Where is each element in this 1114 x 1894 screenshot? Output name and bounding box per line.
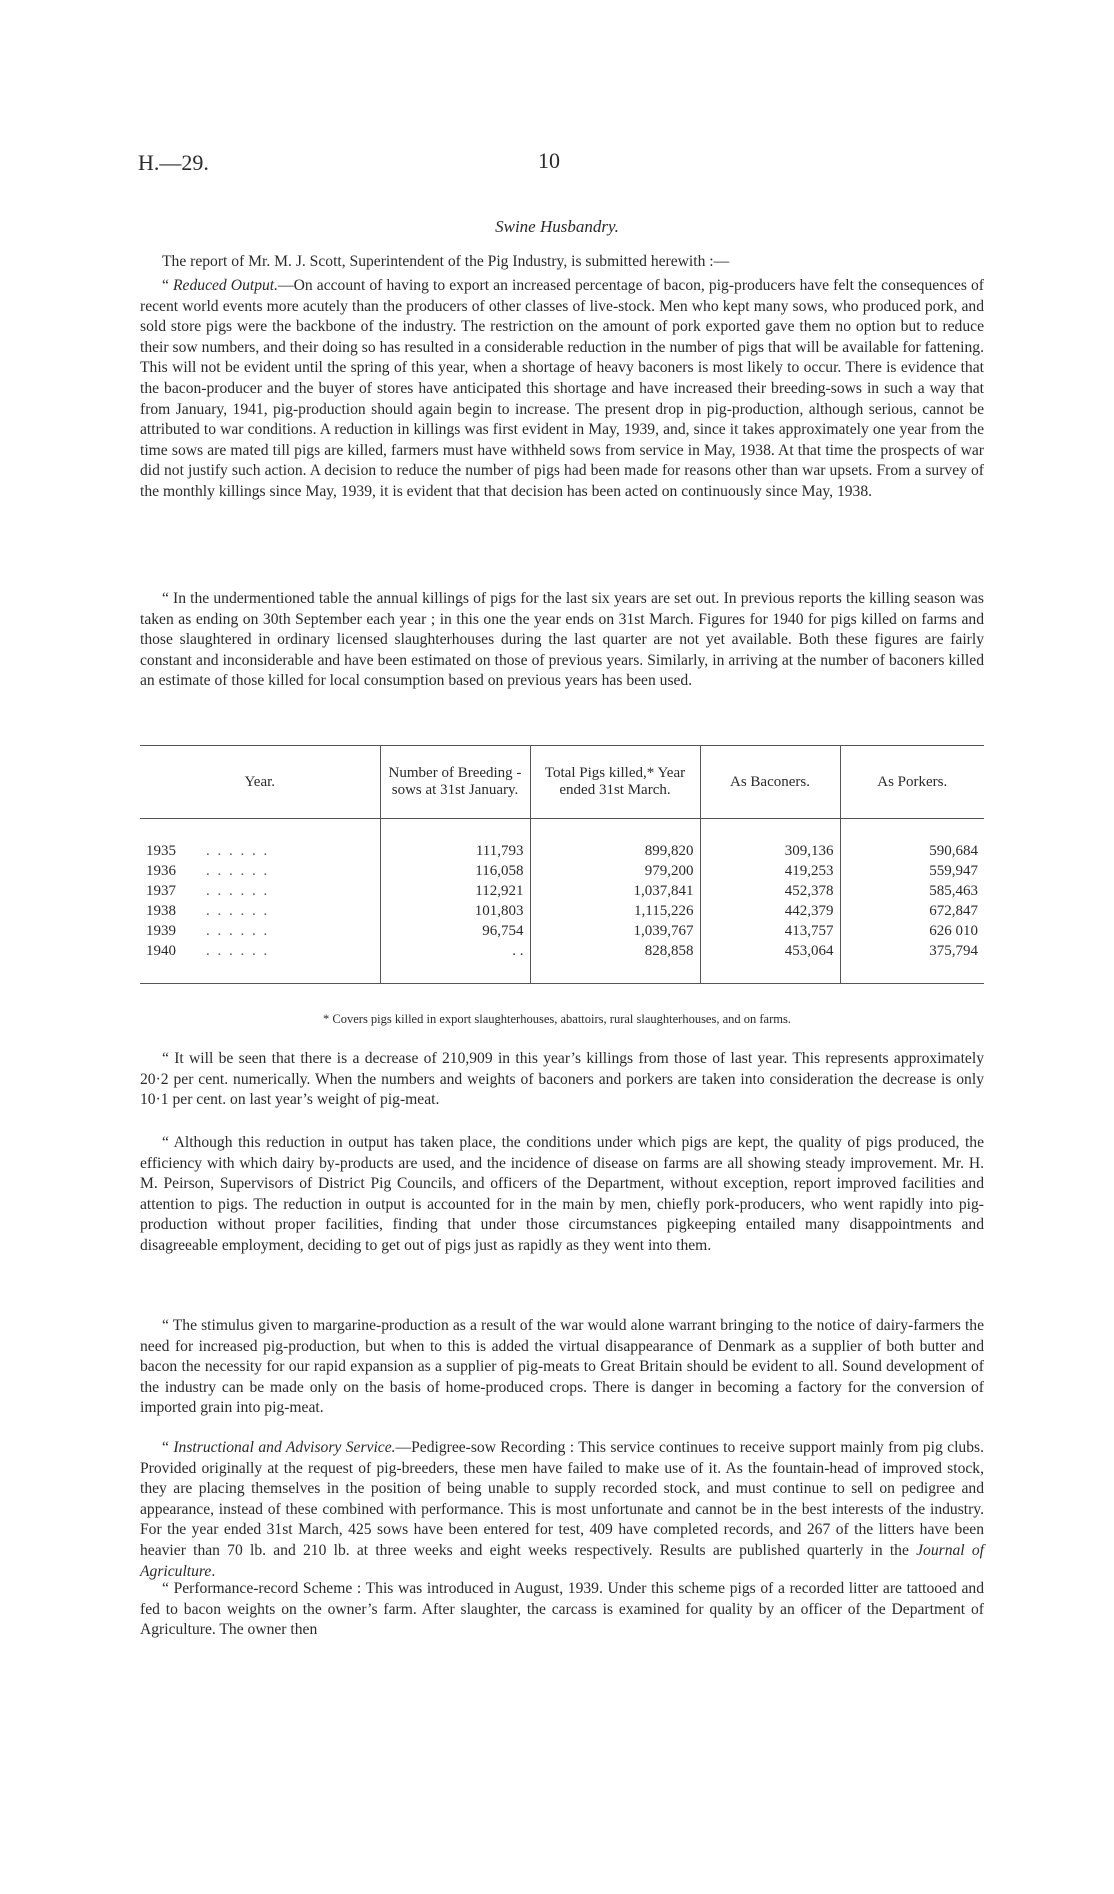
sows-cell: 116,058 <box>380 861 530 881</box>
baconers-cell: 442,379 <box>700 901 840 921</box>
table-row <box>140 901 984 921</box>
total-cell: 1,039,767 <box>530 921 700 941</box>
table-intro-paragraph: “ In the undermentioned table the annual killings of pigs for the last six years are set out. In previous reports the killing season was taken as ending on 30th September each year ; in this one the year ends on 31st March. Figures for 1940 for pigs killed on farms and those slaughtered in ordinary licensed slaughterhouses during the last quarter are not yet available. Both these figures are fairly constant and inconsiderable and have been estimated on those of previous years. Similarly, in arriving at the number of baconers killed an estimate of those killed for local consumption based on previous years has been used. <box>140 590 984 690</box>
baconers-cell: 309,136 <box>700 819 840 862</box>
header-porkers: As Porkers. <box>840 746 984 819</box>
total-cell: 828,858 <box>530 941 700 984</box>
header-breeding-sows: Number of Breeding - sows at 31st January. <box>380 746 530 819</box>
reduced-output-text: —On account of having to export an increased percentage of bacon, pig-producers have felt the consequences of recent world events more acutely than the producers of other classes of live-stock. Men who kept many sows, who produced pork, and sold store pigs were the backbone of the industry. The restriction on the amount of pork exported gave them no option but to reduce their sow numbers, and their doing so has resulted in a considerable reduction in the number of pigs that will be available for fattening. This will not be evident until the spring of this year, when a shortage of heavy baconers is most likely to occur. There is evidence that the bacon-producer and the buyer of stores have anticipated this shortage and have increased their breeding-sows in such a way that from January, 1941, pig-production should again begin to increase. The present drop in pig-production, although serious, cannot be attributed to war conditions. A reduction in killings was first evident in May, 1939, and, since it takes approximately one year from the time sows are mated till pigs are killed, farmers must have withheld sows from service in May, 1938. At that time the prospects of war did not justify such action. A decision to reduce the number of pigs had been made for reasons other than war upsets. From a survey of the monthly killings since May, 1939, it is evident that that decision has been acted on continuously since May, 1938. <box>140 277 984 500</box>
sows-cell: 96,754 <box>380 921 530 941</box>
porkers-cell: 375,794 <box>840 941 984 984</box>
sows-cell: 111,793 <box>380 819 530 862</box>
stimulus-paragraph: “ The stimulus given to margarine-production as a result of the war would alone warrant bringing to the notice of dairy-farmers the need for increased pig-production, but when to this is added the virtual disappearance of Denmark as a supplier of both butter and bacon the necessity for our rapid expansion as a supplier of pig-meats to Great Britain should be evident to all. Sound development of the industry can be made only on the basis of home-produced crops. There is danger in becoming a factory for the conversion of imported grain into pig-meat. <box>140 1317 984 1417</box>
instructional-paragraph: “ Instructional and Advisory Service.—Pedigree-sow Recording : This service continues to receive support mainly from pig clubs. Provided originally at the request of pig-breeders, these men have failed to make use of it. As the fountain-head of improved stock, they are placing themselves in the position of being unable to supply recorded stock, and must continue to sell on pedigree and appearance, instead of these combined with performance. This is most unfortunate and cannot be in the best interests of the industry. For the year ended 31st March, 425 sows have been entered for test, 409 have completed records, and 267 of the litters have been heavier than 70 lb. and 210 lb. at three weeks and eight weeks respectively. Results are published quarterly in the Journal of Agriculture. <box>140 1439 984 1580</box>
sows-cell: 112,921 <box>380 881 530 901</box>
porkers-cell: 672,847 <box>840 901 984 921</box>
document-id: H.—29. <box>138 150 209 175</box>
section-title: Swine Husbandry. <box>495 217 619 236</box>
table-footnote: * Covers pigs killed in export slaughterhouses, abattoirs, rural slaughterhouses, and on farms. <box>323 1012 791 1026</box>
table-row <box>140 881 984 901</box>
sows-cell: . . <box>380 941 530 984</box>
instructional-text-b: . <box>211 1562 216 1580</box>
total-cell: 1,115,226 <box>530 901 700 921</box>
table-row <box>140 941 984 984</box>
table-header-row <box>140 746 984 819</box>
porkers-cell: 626 010 <box>840 921 984 941</box>
baconers-cell: 419,253 <box>700 861 840 881</box>
baconers-cell: 413,757 <box>700 921 840 941</box>
total-cell: 899,820 <box>530 819 700 862</box>
page-number: 10 <box>538 148 560 173</box>
porkers-cell: 585,463 <box>840 881 984 901</box>
table-row <box>140 921 984 941</box>
year-cell: 1938 . . . . . . <box>146 903 270 919</box>
performance-paragraph: “ Performance-record Scheme : This was introduced in August, 1939. Under this scheme pigs of a recorded litter are tattooed and fed to bacon weights on the owner’s farm. After slaughter, the carcass is examined for quality by an officer of the Department of Agriculture. The owner then <box>140 1580 984 1639</box>
year-cell: 1940 . . . . . . <box>146 943 270 959</box>
decrease-paragraph: “ It will be seen that there is a decrease of 210,909 in this year’s killings from those of last year. This represents approximately 20·2 per cent. numerically. When the numbers and weights of baconers and porkers are taken into consideration the decrease is only 10·1 per cent. on last year’s weight of pig-meat. <box>140 1050 984 1109</box>
baconers-cell: 452,378 <box>700 881 840 901</box>
header-baconers: As Baconers. <box>700 746 840 819</box>
year-cell: 1936 . . . . . . <box>146 863 270 879</box>
journal-title: Journal of Agriculture <box>140 1541 984 1580</box>
intro-paragraph: The report of Mr. M. J. Scott, Superintendent of the Pig Industry, is submitted herewith :— <box>162 253 730 270</box>
pig-killings-table <box>140 745 984 984</box>
reduced-output-heading: Reduced Output. <box>173 277 279 294</box>
header-total-pigs: Total Pigs killed,* Year ended 31st March. <box>530 746 700 819</box>
total-cell: 979,200 <box>530 861 700 881</box>
year-cell: 1935 . . . . . . <box>146 843 270 859</box>
conditions-paragraph: “ Although this reduction in output has taken place, the conditions under which pigs are kept, the quality of pigs produced, the efficiency with which dairy by-products are used, and the incidence of disease on farms are all showing steady improvement. Mr. H. M. Peirson, Supervisors of District Pig Councils, and officers of the Department, without exception, report improved facilities and attention to pigs. The reduction in output is accounted for in the main by men, chiefly pork-producers, who went rapidly into pig-production without proper facilities, finding that under those circumstances pigkeeping entailed many disappointments and disagreeable employment, deciding to get out of pigs just as rapidly as they went into them. <box>140 1134 984 1254</box>
year-cell: 1937 . . . . . . <box>146 883 270 899</box>
table-row <box>140 861 984 881</box>
sows-cell: 101,803 <box>380 901 530 921</box>
porkers-cell: 559,947 <box>840 861 984 881</box>
reduced-output-paragraph: “ Reduced Output.—On account of having to export an increased percentage of bacon, pig-producers have felt the consequences of recent world events more acutely than the producers of other classes of live-stock. Men who kept many sows, who produced pork, and sold store pigs were the backbone of the industry. The restriction on the amount of pork exported gave them no option but to reduce their sow numbers, and their doing so has resulted in a considerable reduction in the number of pigs that will be available for fattening. This will not be evident until the spring of this year, when a shortage of heavy baconers is most likely to occur. There is evidence that the bacon-producer and the buyer of stores have anticipated this shortage and have increased their breeding-sows in such a way that from January, 1941, pig-production should again begin to increase. The present drop in pig-production, although serious, cannot be attributed to war conditions. A reduction in killings was first evident in May, 1939, and, since it takes approximately one year from the time sows are mated till pigs are killed, farmers must have withheld sows from service in May, 1938. At that time the prospects of war did not justify such action. A decision to reduce the number of pigs had been made for reasons other than war upsets. From a survey of the monthly killings since May, 1939, it is evident that that decision has been acted on continuously since May, 1938. <box>140 277 984 500</box>
baconers-cell: 453,064 <box>700 941 840 984</box>
porkers-cell: 590,684 <box>840 819 984 862</box>
table-row <box>140 819 984 862</box>
header-year: Year. <box>244 773 276 790</box>
instructional-text-a: —Pedigree-sow Recording : This service continues to receive support mainly from pig clubs. Provided originally at the request of pig-breeders, these men have failed to make use of it. As the fountain-head of improved stock, they are placing themselves in the position of being unable to supply recorded stock, and must continue to sell on pedigree and appearance, instead of these combined with performance. This is most unfortunate and cannot be in the best interests of the industry. For the year ended 31st March, 425 sows have been entered for test, 409 have completed records, and 267 of the litters have been heavier than 70 lb. and 210 lb. at three weeks and eight weeks respectively. Results are published quarterly in the <box>140 1439 984 1559</box>
year-cell: 1939 . . . . . . <box>146 923 270 939</box>
instructional-heading: Instructional and Advisory Service. <box>173 1439 396 1456</box>
total-cell: 1,037,841 <box>530 881 700 901</box>
